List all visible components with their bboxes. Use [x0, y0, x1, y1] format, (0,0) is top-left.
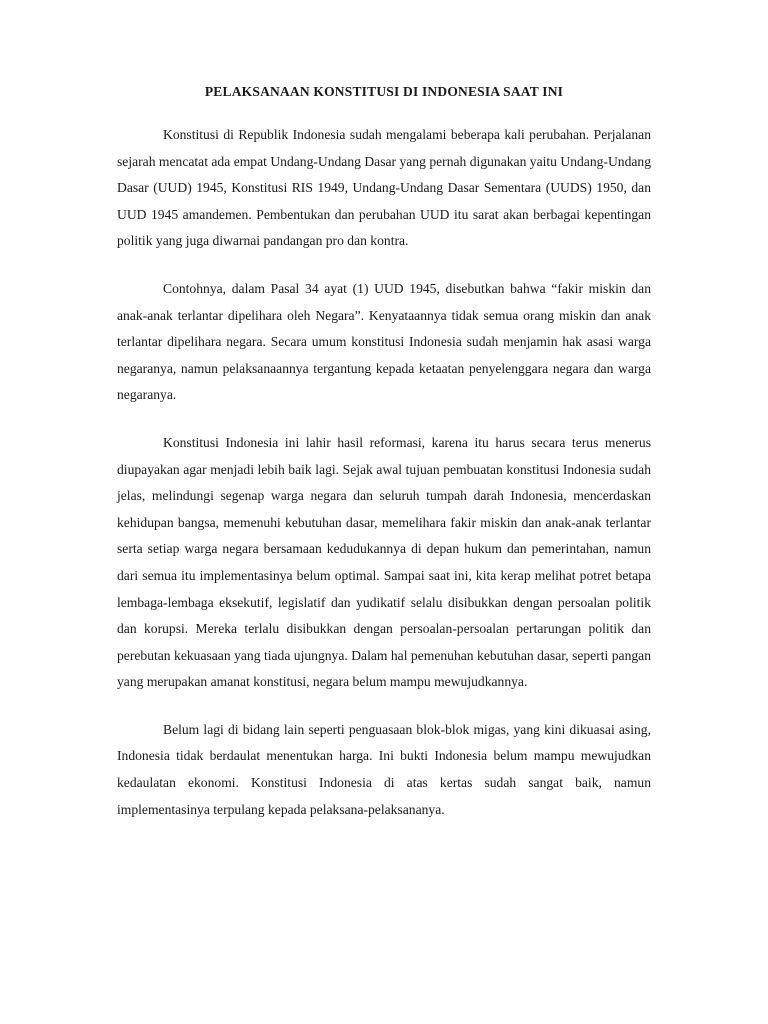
paragraph-3: Konstitusi Indonesia ini lahir hasil reformasi, karena itu harus secara terus menerus diupayakan agar menjadi lebih baik lagi. Sejak awal tujuan pembuatan konstitusi Indonesia sudah jelas, melindungi segenap warga negara dan seluruh tumpah darah Indonesia, mencerdaskan kehidupan bangsa, memenuhi kebutuhan dasar, memelihara fakir miskin dan anak-anak terlantar serta setiap warga negara bersamaan kedudukannya di depan hukum dan pemerintahan, namun dari semua itu implementasinya belum optimal. Sampai saat ini, kita kerap melihat potret betapa lembaga-lembaga eksekutif, legislatif dan yudikatif selalu disibukkan dengan persoalan politik dan korupsi. Mereka terlalu disibukkan dengan persoalan-persoalan pertarungan politik dan perebutan kekuasaan yang tiada ujungnya. Dalam hal pemenuhan kebutuhan dasar, seperti pangan yang merupakan amanat konstitusi, negara belum mampu mewujudkannya.: [117, 434, 651, 690]
paragraph-4: Belum lagi di bidang lain seperti penguasaan blok-blok migas, yang kini dikuasai asing, Indonesia tidak berdaulat menentukan harga. Ini bukti Indonesia belum mampu mewujudkan kedaulatan ekonomi. Konstitusi Indonesia di atas kertas sudah sangat baik, namun implementasinya terpulang kepada pelaksana-pelaksananya.: [117, 721, 651, 817]
document-page: [117, 82, 651, 844]
paragraph-2: Contohnya, dalam Pasal 34 ayat (1) UUD 1945, disebutkan bahwa “fakir miskin dan anak-anak terlantar dipelihara oleh Negara”. Kenyataannya tidak semua orang miskin dan anak terlantar dipelihara negara. Secara umum konstitusi Indonesia sudah menjamin hak asasi warga negaranya, namun pelaksanaannya tergantung kepada ketaatan penyelenggara negara dan warga negaranya.: [117, 280, 651, 403]
paragraph-1: Konstitusi di Republik Indonesia sudah mengalami beberapa kali perubahan. Perjalanan sejarah mencatat ada empat Undang-Undang Dasar yang pernah digunakan yaitu Undang-Undang Dasar (UUD) 1945, Konstitusi RIS 1949, Undang-Undang Dasar Sementara (UUDS) 1950, dan UUD 1945 amandemen. Pembentukan dan perubahan UUD itu sarat akan berbagai kepentingan politik yang juga diwarnai pandangan pro dan kontra.: [117, 127, 651, 249]
document-title: PELAKSANAAN KONSTITUSI DI INDONESIA SAAT INI: [204, 84, 564, 99]
